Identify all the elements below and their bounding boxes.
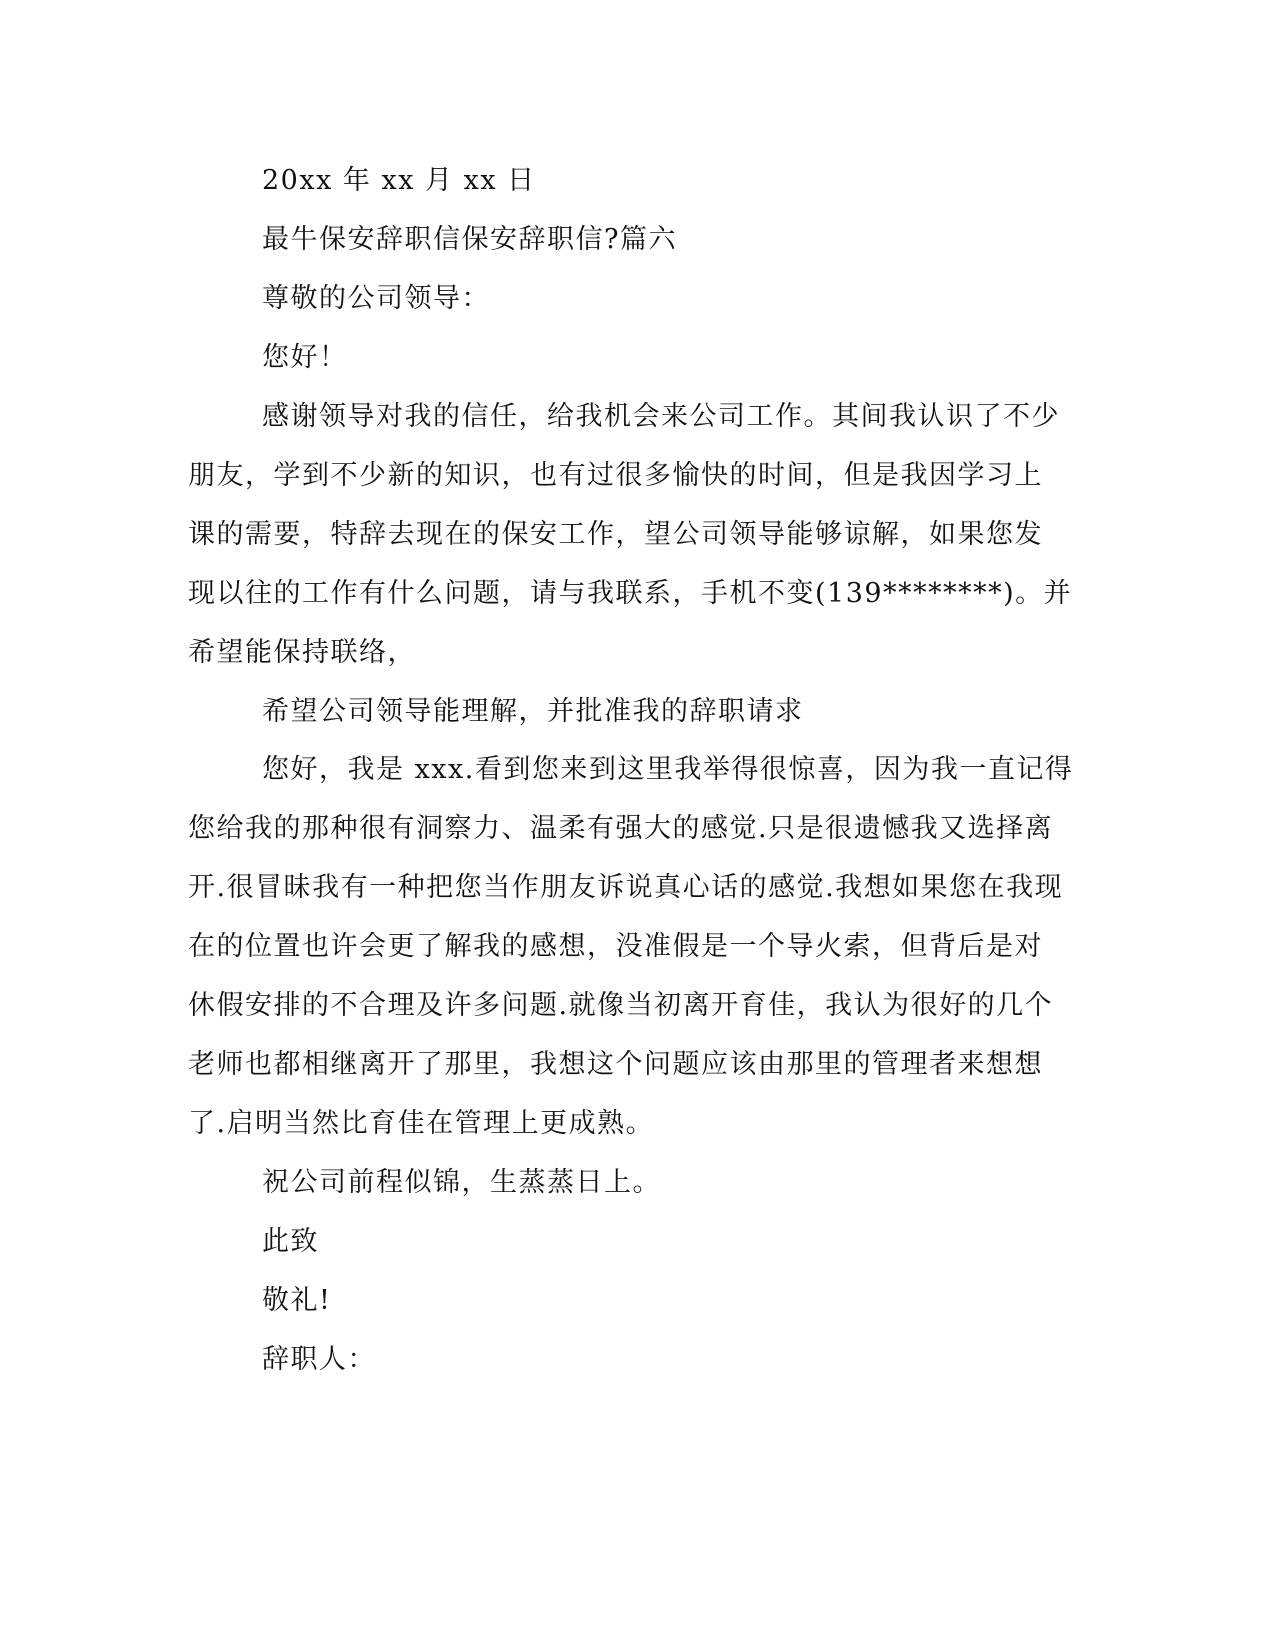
paragraph-line: 您好，我是 xxx.看到您来到这里我举得很惊喜，因为我一直记得: [262, 754, 1074, 785]
document-title: 最牛保安辞职信保安辞职信?篇六: [262, 224, 677, 255]
paragraph-line: 朋友，学到不少新的知识，也有过很多愉快的时间，但是我因学习上: [188, 460, 1043, 491]
wish-line: 祝公司前程似锦，生蒸蒸日上。: [262, 1167, 661, 1198]
signature-label: 辞职人：: [262, 1344, 376, 1375]
salutation: 尊敬的公司领导：: [262, 283, 490, 314]
paragraph-line: 希望能保持联络，: [188, 637, 416, 668]
greeting: 您好！: [262, 342, 348, 373]
date-line: 20xx 年 xx 月 xx 日: [262, 165, 536, 196]
paragraph-line: 休假安排的不合理及许多问题.就像当初离开育佳，我认为很好的几个: [188, 990, 1054, 1021]
paragraph-request: 希望公司领导能理解，并批准我的辞职请求: [262, 696, 804, 727]
closing-line-1: 此致: [262, 1226, 319, 1257]
closing-line-2: 敬礼!: [262, 1285, 332, 1316]
paragraph-line: 感谢领导对我的信任，给我机会来公司工作。其间我认识了不少: [262, 401, 1060, 432]
paragraph-line: 在的位置也许会更了解我的感想，没准假是一个导火索，但背后是对: [188, 931, 1043, 962]
paragraph-line: 课的需要，特辞去现在的保安工作，望公司领导能够谅解，如果您发: [188, 519, 1043, 550]
paragraph-line: 现以往的工作有什么问题，请与我联系，手机不变(139********)。并: [188, 578, 1073, 609]
paragraph-line: 您给我的那种很有洞察力、温柔有强大的感觉.只是很遗憾我又选择离: [188, 813, 1054, 844]
paragraph-line: 老师也都相继离开了那里，我想这个问题应该由那里的管理者来想想: [188, 1049, 1043, 1080]
paragraph-line: 开.很冒昧我有一种把您当作朋友诉说真心话的感觉.我想如果您在我现: [188, 872, 1064, 903]
paragraph-line: 了.启明当然比育佳在管理上更成熟。: [188, 1108, 655, 1139]
